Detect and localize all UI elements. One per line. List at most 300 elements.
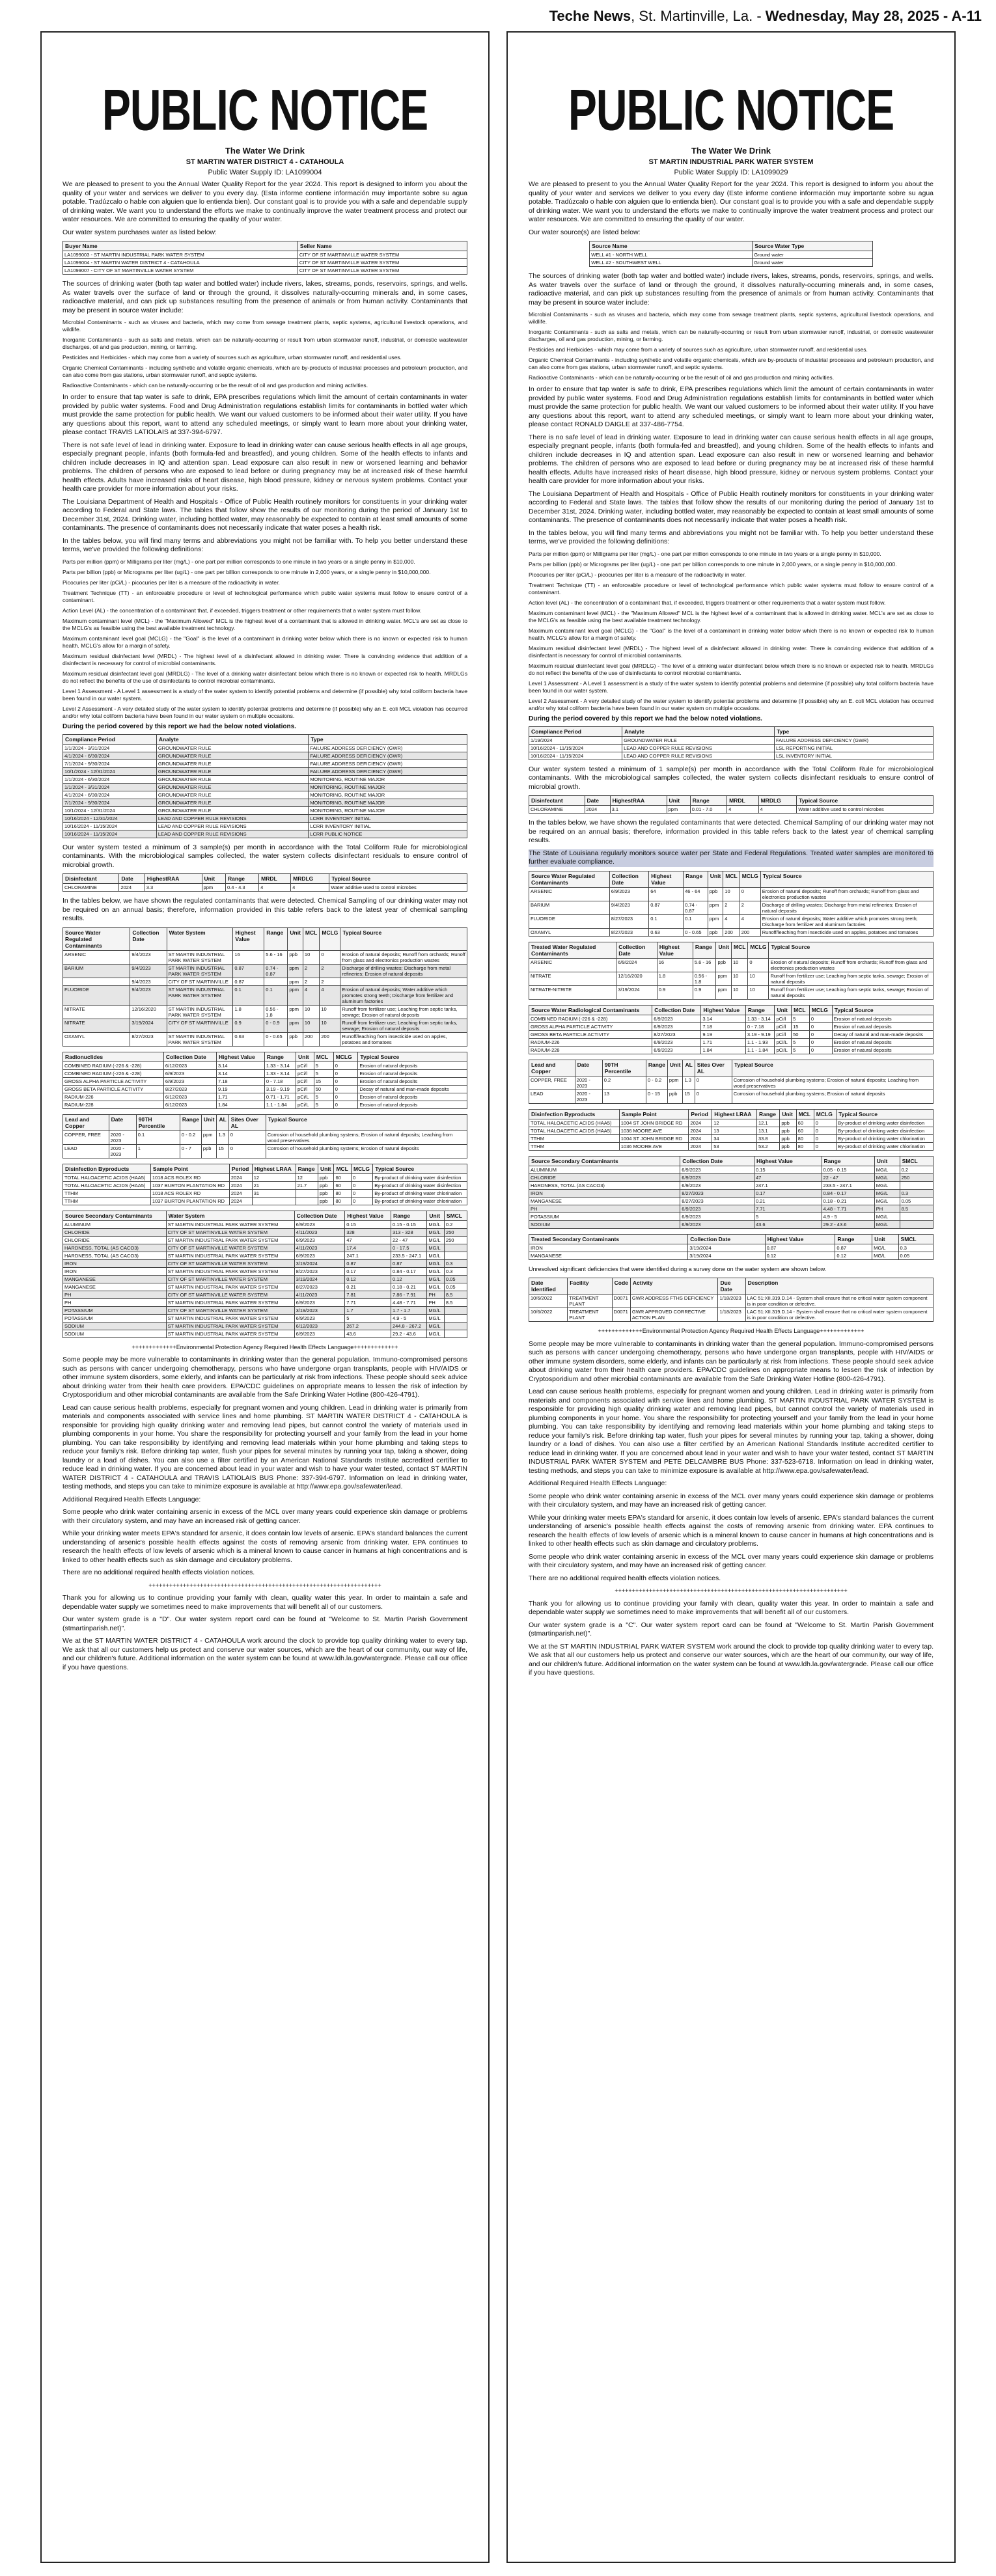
epa-paragraph-1: Some people may be more vulnerable to contaminants in drinking water than the general population. Immuno-compromised persons such as persons with cancer undergoing chemotherapy, persons who have undergone organ transplants, people with HIV/AIDS or other immune system disorders, some elderly, and infants can be particularly at risk from infections. These people should seek advice about drinking water from their health care providers. EPA/CDC guidelines on appropriate means to lessen the risk of infection by Cryptosporidium and other microbial contaminants are available from the Safe Drinking Water Hotline (800-426-4791). — [529, 1339, 934, 1383]
table-cell: 5.6 - 16 — [693, 958, 716, 972]
table-cell: 6/9/2023 — [652, 1046, 701, 1054]
table-cell: FAILURE ADDRESS DEFICIENCY (GWR) — [309, 752, 467, 760]
table-cell: 0 — [351, 1173, 372, 1181]
table-cell: 2020 - 2023 — [109, 1144, 136, 1158]
table-cell: ppb — [716, 958, 732, 972]
table-cell — [444, 1322, 467, 1330]
organic-text: Organic Chemical Contaminants - including synthetic and volatile organic chemicals, which are by-products of industrial processes and petroleum production, and can also come from gas stations, urban stormwater runoff, and septic systems. — [529, 357, 934, 370]
table-cell: ppm — [716, 972, 732, 985]
table-cell: ST MARTIN INDUSTRIAL PARK WATER SYSTEM — [166, 1322, 294, 1330]
table-cell: GROSS ALPHA PARTICLE ACTIVITY — [63, 1077, 164, 1085]
table-cell: 50 — [792, 1030, 810, 1038]
table-cell: NITRATE — [63, 1005, 130, 1019]
table-cell — [444, 1252, 467, 1259]
violations-table — [62, 734, 467, 838]
table-cell: 1018 ACS ROLEX RD — [150, 1189, 229, 1197]
table-cell: 2024 — [689, 1134, 712, 1142]
table-cell: 7/1/2024 - 9/30/2024 — [63, 760, 157, 767]
table-cell: 200 — [303, 1032, 319, 1046]
table-cell: 80 — [334, 1197, 351, 1205]
table-cell: 5 — [792, 1038, 810, 1046]
table-cell: 33.8 — [757, 1134, 780, 1142]
column-header: Compliance Period — [63, 734, 157, 744]
table-cell: pCi/L — [775, 1038, 792, 1046]
table-row — [63, 1093, 467, 1101]
table-cell: RADIUM-226 — [63, 1093, 164, 1101]
table-cell: 80 — [796, 1142, 814, 1150]
table-cell: 0.87 — [345, 1259, 391, 1267]
column-header: Sites Over AL — [695, 1060, 732, 1076]
table-cell: By-product of drinking water disinfection — [837, 1119, 934, 1127]
table-cell: Decay of natural and man-made deposits — [832, 1030, 933, 1038]
column-header: Radionuclides — [63, 1052, 164, 1062]
table-cell — [252, 1197, 296, 1205]
column-header: Disinfection Byproducts — [529, 1109, 620, 1119]
table-row — [63, 760, 467, 767]
table-cell: 16 — [657, 958, 693, 972]
epa-paragraph-5: There are no additional required health effects violation notices. — [62, 1569, 255, 1576]
table-cell: 0.63 — [233, 1032, 264, 1046]
table-cell: 0 - 0.2 — [646, 1076, 667, 1089]
table-cell: 10/16/2024 - 12/31/2024 — [63, 814, 157, 822]
table-cell: 10 — [303, 950, 319, 964]
table-cell: ppb — [708, 887, 723, 901]
table-cell: 47 — [754, 1173, 822, 1181]
column-header: Lead and Copper — [529, 1060, 575, 1076]
table-cell: COMBINED RADIUM (-226 & -228) — [529, 1015, 652, 1022]
column-header: Unit — [318, 1164, 334, 1173]
table-cell: LEAD — [529, 1089, 575, 1103]
dbp-table — [62, 1164, 467, 1205]
column-header: MRDLG — [291, 874, 329, 884]
table-cell: 3/19/2024 — [294, 1259, 345, 1267]
violations-title: During the period covered by this report we had the below noted violations. — [529, 715, 762, 722]
table-cell: ppb — [201, 1144, 217, 1158]
table-cell: 0.9 — [233, 1019, 264, 1032]
definition-item: Maximum contaminant level (MCL) - the "Maximum Allowed" MCL is the highest level of a contaminant that is allowed in drinking water. MCL's are set as close to the MCLG's as feasible using the best available treatment technology. — [529, 609, 934, 623]
table-header-row — [529, 1156, 934, 1166]
table-cell: 2024 — [119, 884, 145, 892]
table-cell: 8/27/2023 — [609, 928, 649, 936]
table-cell — [264, 978, 288, 985]
table-cell: ppb — [288, 950, 303, 964]
inorganic-text: Inorganic Contaminants - such as salts and metals, which can be naturally-occurring or result from urban stormwater runoff, industrial, or domestic wastewater discharges, oil and gas production, mining, or farming. — [62, 336, 467, 350]
table-cell: 250 — [900, 1173, 933, 1181]
table-cell: Erosion of natural deposits — [832, 1046, 933, 1054]
table-cell: ppm — [201, 1130, 217, 1144]
table-cell: Decay of natural and man-made deposits — [358, 1085, 467, 1093]
table-row — [63, 799, 467, 806]
table-cell: OXAMYL — [529, 928, 610, 936]
table-row — [529, 1220, 934, 1228]
table-row — [63, 1306, 467, 1314]
table-cell: 10/1/2024 - 12/31/2024 — [63, 767, 157, 775]
definition-item: Treatment Technique (TT) - an enforceable procedure or level of technological performance which public water systems must follow to ensure control of a contaminant. — [529, 581, 934, 596]
table-cell: 4.9 - 5 — [391, 1314, 426, 1322]
table-cell: 9/4/2023 — [130, 950, 167, 964]
column-header: Highest Value — [701, 1005, 745, 1015]
column-header: Type — [309, 734, 467, 744]
table-cell: 1/19/2024 — [529, 736, 622, 744]
table-row — [529, 1089, 934, 1103]
table-row — [63, 1130, 467, 1144]
column-header: Range — [391, 1211, 426, 1220]
column-header: HighestRAA — [610, 796, 667, 806]
table-cell: IRON — [529, 1189, 680, 1197]
treated-secondary-table — [529, 1234, 934, 1260]
table-cell: 5 — [754, 1213, 822, 1220]
definition-item: Parts per million (ppm) or Milligrams per liter (mg/L) - one part per million corresponds to one minute in two years or a single penny in $10,000. — [529, 550, 881, 557]
deficiency-table — [529, 1278, 934, 1322]
table-cell: LA1099007 - CITY OF ST MARTINVILLE WATER SYSTEM — [63, 267, 298, 275]
table-cell: ST MARTIN INDUSTRIAL PARK WATER SYSTEM — [166, 1236, 294, 1244]
table-cell: 0 — [333, 1093, 358, 1101]
table-cell: 10 — [320, 1005, 340, 1019]
column-header: Unit — [296, 1052, 314, 1062]
table-row — [529, 1022, 934, 1030]
table-cell: 0.15 — [754, 1166, 822, 1173]
table-cell: LCRR INVENTORY INITIAL — [309, 814, 467, 822]
table-cell: ppb — [318, 1189, 334, 1197]
table-cell: 200 — [740, 928, 760, 936]
table-cell: 233.5 - 247.1 — [822, 1181, 874, 1189]
table-row — [63, 1259, 467, 1267]
table-cell: 3.19 - 9.19 — [745, 1030, 775, 1038]
table-cell: Runoff/leaching from insecticide used on apples, potatoes and tomatoes — [760, 928, 933, 936]
table-cell: 0 - 7.18 — [745, 1022, 775, 1030]
table-row — [63, 884, 467, 892]
table-cell: 2024 — [229, 1181, 252, 1189]
table-cell — [296, 1197, 318, 1205]
table-cell: MONITORING, ROUTINE MAJOR — [309, 799, 467, 806]
table-row — [63, 1101, 467, 1108]
column-header: Collection Date — [609, 871, 649, 887]
table-cell: TOTAL HALOACETIC ACIDS (HAA5) — [529, 1127, 620, 1134]
table-cell: 6/9/2023 — [680, 1166, 754, 1173]
table-cell: 5 — [792, 1015, 810, 1022]
table-row — [529, 752, 934, 760]
table-cell: Ground water — [753, 259, 872, 267]
table-cell: 2024 — [229, 1197, 252, 1205]
table-cell: PH — [874, 1205, 900, 1213]
column-header: Range — [226, 874, 259, 884]
table-cell: 328 — [345, 1228, 391, 1236]
table-row — [63, 1220, 467, 1228]
definition-item: Parts per billion (ppb) or Micrograms per liter (ug/L) - one part per billion corresponds to one minute in 2,000 years, or a single penny in $10,000,000. — [62, 568, 431, 575]
table-cell: 1.33 - 3.14 — [264, 1069, 296, 1077]
table-cell: 0.56 - 1.8 — [693, 972, 716, 985]
table-cell: 4/1/2024 - 6/30/2024 — [63, 752, 157, 760]
water-we-drink: The Water We Drink — [225, 146, 305, 156]
water-we-drink: The Water We Drink — [691, 146, 771, 156]
definitions-list — [529, 551, 934, 712]
table-cell: 6/12/2023 — [294, 1322, 345, 1330]
table-cell: ppm — [667, 806, 690, 814]
table-cell: 1/1/2024 - 3/31/2024 — [63, 744, 157, 752]
column-header: MCL — [792, 1005, 810, 1015]
table-cell: POTASSIUM — [63, 1306, 167, 1314]
table-cell: pCi/l — [775, 1022, 792, 1030]
epa-paragraph-1: Some people may be more vulnerable to contaminants in drinking water than the general population. Immuno-compromised persons such as persons with cancer undergoing chemotherapy, persons who have undergone organ transplants, people with HIV/AIDS or other immune system disorders, some elderly, and infants can be particularly at risk from infections. These people should seek advice about drinking water from their health care providers. EPA/CDC guidelines on appropriate means to lessen the risk of infection by Cryptosporidium and other microbial contaminants are available from the Safe Drinking Water Hotline (800-426-4791). — [62, 1356, 467, 1399]
column-header: Highest Value — [657, 942, 693, 958]
column-header: Range — [684, 871, 708, 887]
table-cell: 2020 - 2023 — [575, 1076, 602, 1089]
table-cell: 0 — [814, 1119, 836, 1127]
disinfectant-table — [62, 873, 467, 892]
table-cell: 0.4 - 4.3 — [226, 884, 259, 892]
table-cell: Discharge of drilling wastes; Discharge from metal refineries; Erosion of natural deposits — [760, 901, 933, 914]
column-header: Highest Value — [649, 871, 684, 887]
table-cell: TREATMENT PLANT — [568, 1295, 612, 1308]
table-cell: 1.8 — [657, 972, 693, 985]
supply-id: Public Water Supply ID: LA1099004 — [208, 169, 322, 176]
table-cell: MG/L — [874, 1181, 900, 1189]
table-cell: ST MARTIN INDUSTRIAL PARK WATER SYSTEM — [167, 950, 233, 964]
secondary-table — [62, 1211, 467, 1338]
table-cell: 0 — [809, 1046, 832, 1054]
table-cell: 1/1/2024 - 3/31/2024 — [63, 783, 157, 791]
table-row — [529, 1166, 934, 1173]
column-header: Typical Source — [837, 1109, 934, 1119]
column-header: Highest Value — [345, 1211, 391, 1220]
table-cell: 4.48 - 7.71 — [822, 1205, 874, 1213]
table-cell: pCi/l — [775, 1015, 792, 1022]
table-cell: 0.87 — [233, 978, 264, 985]
table-cell: 3.19 - 9.19 — [264, 1085, 296, 1093]
table-cell: 53 — [712, 1142, 757, 1150]
table-row — [529, 887, 934, 901]
table-cell: 3/19/2024 — [616, 985, 657, 999]
table-cell: 13 — [712, 1127, 757, 1134]
definitions-list — [62, 558, 467, 720]
table-cell: 6/9/2023 — [294, 1314, 345, 1322]
table-row — [63, 783, 467, 791]
table-cell: 0.71 - 1.71 — [264, 1093, 296, 1101]
table-row — [529, 1127, 934, 1134]
table-header-row — [63, 734, 467, 744]
table-cell: 0.87 — [649, 901, 684, 914]
table-row — [63, 964, 467, 978]
column-header: Period — [689, 1109, 712, 1119]
purchase-line: Our water system purchases water as listed below: — [62, 228, 217, 236]
intro-paragraph: We are pleased to present to you the Annual Water Quality Report for the year 2024. This report is designed to inform you about the quality of your water and services we deliver to you every day. (Esta informe contiene información muy importante sobre su agua potable. Tradúzcalo o hable con alguien que lo entienda bien). Our constant goal is to provide you with a safe and dependable supply of drinking water. We want you to understand the efforts we make to continually improve the water treatment process and protect our water resources. We are committed to ensuring the quality of your water. — [62, 180, 467, 223]
table-header-row — [63, 1164, 467, 1173]
table-cell: MANGANESE — [63, 1283, 167, 1291]
table-cell: 17.4 — [345, 1244, 391, 1252]
table-cell: pCi/L — [775, 1046, 792, 1054]
table-cell: ST MARTIN INDUSTRIAL PARK WATER SYSTEM — [166, 1267, 294, 1275]
column-header: Compliance Period — [529, 726, 622, 736]
definition-item: Picocuries per liter (pCi/L) - picocuries per liter is a measure of the radioactivity in water. — [62, 579, 280, 586]
secondary-table — [529, 1156, 934, 1229]
table-cell — [900, 1213, 933, 1220]
column-header: Highest Value — [216, 1052, 264, 1062]
table-cell: 43.6 — [345, 1330, 391, 1337]
table-cell: 3.1 — [610, 806, 667, 814]
table-cell: GROUNDWATER RULE — [156, 806, 309, 814]
table-cell: 0 — [809, 1022, 832, 1030]
table-cell: MONITORING, ROUTINE MAJOR — [309, 791, 467, 799]
column-header: Treated Secondary Contaminants — [529, 1234, 688, 1244]
table-cell: IRON — [63, 1259, 167, 1267]
table-cell: 6/9/2023 — [652, 1038, 701, 1046]
table-cell: RADIUM-228 — [63, 1101, 164, 1108]
table-row — [529, 1030, 934, 1038]
table-cell: 4 — [320, 985, 340, 1005]
table-cell: 2 — [303, 978, 319, 985]
table-row — [529, 1197, 934, 1205]
definition-item: Maximum contaminant level (MCL) - the "Maximum Allowed" MCL is the highest level of a contaminant that is allowed in drinking water. MCL's are set as close to the MCLG's as feasible using the best available treatment technology. — [62, 617, 467, 631]
table-cell: ST MARTIN INDUSTRIAL PARK WATER SYSTEM — [167, 985, 233, 1005]
table-row — [63, 1077, 467, 1085]
sources-paragraph: The sources of drinking water (both tap water and bottled water) include rivers, lakes, streams, ponds, reservoirs, springs, and wells. As water travels over the surface of land or through the ground, it dissolves naturally-occurring minerals and, in some cases, radioactive material, and can pick up substances resulting from the presence of animals or from human activity. Contaminants that may be present in source water include: — [529, 272, 934, 307]
column-header: MCLG — [809, 1005, 832, 1015]
table-cell: 0.17 — [345, 1267, 391, 1275]
table-cell: ST MARTIN INDUSTRIAL PARK WATER SYSTEM — [166, 1314, 294, 1322]
lead-paragraph: There is no safe level of lead in drinking water. Exposure to lead in drinking water can cause serious health effects in all age groups, especially pregnant people, infants (both formula-fed and breastfed), and young children. Some of the health effects to infants and children include decreases in IQ and attention span. Lead exposure can also result in new or worsened learning and behavior problems. The children of persons who are exposed to lead before or during pregnancy may be at increased risk of these harmful health effects. Adults have increased risks of heart disease, high blood pressure, kidney or nervous system problems. Contact your health care provider for more information about your risks. — [529, 433, 934, 485]
masthead-date: Wednesday, May 28, 2025 - A-11 — [765, 8, 982, 24]
table-row — [63, 1144, 467, 1158]
table-header-row — [63, 1211, 467, 1220]
table-cell: GROUNDWATER RULE — [156, 791, 309, 799]
column-header: Source Secondary Contaminants — [529, 1156, 680, 1166]
table-cell: HARDNESS, TOTAL (AS CACO3) — [529, 1181, 680, 1189]
table-cell: 10 — [748, 985, 769, 999]
epa-heading: +++++++++++++Environmental Protection Agency Required Health Effects Language+++++++++++++ — [131, 1343, 398, 1350]
table-cell: 9/4/2023 — [130, 978, 167, 985]
table-cell: 1036 MOORE AVE — [619, 1142, 689, 1150]
table-row — [63, 950, 467, 964]
table-cell: LEAD AND COPPER RULE REVISIONS — [156, 822, 309, 830]
table-cell: 1.1 - 1.93 — [745, 1038, 775, 1046]
table-row — [63, 1069, 467, 1077]
column-header: Range — [693, 942, 716, 958]
table-cell: LAC 51:XII.319.D.14 - System shall ensure that no critical water system component is in poor condition or defective. — [745, 1295, 933, 1308]
grade-paragraph: Our water system grade is a "C". Our water system report card can be found at "Welcome to St. Martin Parish Government (stmartinparish.net)". — [529, 1621, 934, 1637]
column-header: Date Identified — [529, 1278, 568, 1295]
table-cell: D0071 — [612, 1295, 630, 1308]
table-cell: 0.1 — [649, 914, 684, 928]
table-cell: ppb — [318, 1173, 334, 1181]
table-cell: pCi/L — [296, 1101, 314, 1108]
column-header: Unit — [874, 1156, 900, 1166]
table-cell: 0.05 — [898, 1252, 933, 1259]
table-row — [529, 1252, 934, 1259]
table-cell: MG/L — [874, 1189, 900, 1197]
table-cell: 15 — [792, 1022, 810, 1030]
table-cell: 1037 BURTON PLANTATION RD — [150, 1181, 229, 1189]
table-cell: 4/11/2023 — [294, 1291, 345, 1298]
column-header: Collection Date — [680, 1156, 754, 1166]
table-cell: ppm — [288, 985, 303, 1005]
table-cell: GROUNDWATER RULE — [156, 775, 309, 783]
table-cell: MG/L — [427, 1228, 445, 1236]
table-cell: 5 — [314, 1069, 333, 1077]
table-cell: GROUNDWATER RULE — [156, 783, 309, 791]
table-cell: BARIUM — [63, 964, 130, 978]
safe-paragraph: In order to ensure that tap water is safe to drink, EPA prescribes regulations which limit the amount of certain contaminants in water provided by public water systems. Food and Drug Administration regulations establish limits for contaminants in bottled water which must provide the same protection for public health. We want our valued customers to be informed about their water utility. If you have any questions about this report, want to attend any scheduled meetings, or simply want to learn more about your drinking water, please contact TRAVIS LATIOLAIS at 337-394-6797. — [62, 393, 467, 436]
table-row — [529, 736, 934, 744]
table-cell: FAILURE ADDRESS DEFICIENCY (GWR) — [309, 760, 467, 767]
microbial-text: Microbial Contaminants - such as viruses and bacteria, which may come from sewage treatment plants, septic systems, agricultural livestock operations, and wildlife. — [529, 311, 934, 325]
table-cell: Erosion of natural deposits — [358, 1101, 467, 1108]
column-header: Collection Date — [163, 1052, 216, 1062]
table-row — [63, 1181, 467, 1189]
column-header: 90TH Percentile — [602, 1060, 646, 1076]
table-cell: 0.2 — [602, 1076, 646, 1089]
column-header: MCLG — [740, 871, 760, 887]
table-row — [63, 985, 467, 1005]
table-cell: 200 — [320, 1032, 340, 1046]
table-cell: 1 — [136, 1144, 180, 1158]
table-cell: CITY OF ST MARTINVILLE — [167, 978, 233, 985]
table-cell: 6/9/2023 — [163, 1077, 216, 1085]
column-header: Unit — [872, 1234, 898, 1244]
table-cell: 4/11/2023 — [294, 1244, 345, 1252]
table-row — [529, 1308, 934, 1322]
table-cell: 10 — [303, 1019, 319, 1032]
table-cell: 9/4/2023 — [609, 901, 649, 914]
table-cell: ppb — [667, 1089, 683, 1103]
table-cell: 60 — [334, 1181, 351, 1189]
table-cell: 0 — [809, 1015, 832, 1022]
table-cell: 7.71 — [754, 1205, 822, 1213]
table-cell: 0.3 — [898, 1244, 933, 1252]
column-header: MCL — [303, 927, 319, 950]
table-cell: ppm — [708, 914, 723, 928]
table-row — [529, 1142, 934, 1150]
table-cell: ST MARTIN INDUSTRIAL PARK WATER SYSTEM — [167, 964, 233, 978]
table-cell: Erosion of natural deposits; Runoff from orchards; Runoff from glass and electronics production wastes — [760, 887, 933, 901]
column-header: MCLG — [748, 942, 769, 958]
table-row — [63, 1291, 467, 1298]
table-cell: 0 - 0.65 — [264, 1032, 288, 1046]
table-cell: TOTAL HALOACETIC ACIDS (HAA5) — [529, 1119, 620, 1127]
table-cell: 1.7 — [345, 1306, 391, 1314]
purchase-table — [62, 241, 467, 275]
column-header: Range — [264, 1052, 296, 1062]
table-cell: ST MARTIN INDUSTRIAL PARK WATER SYSTEM — [167, 1005, 233, 1019]
table-cell: 0 — [333, 1069, 358, 1077]
table-cell: ppm — [288, 978, 303, 985]
notice-industrial-park — [506, 31, 956, 2563]
column-header: Unit — [202, 874, 225, 884]
table-cell: MANGANESE — [529, 1197, 680, 1205]
column-header: Typical Source — [732, 1060, 933, 1076]
column-header: Range — [835, 1234, 872, 1244]
table-cell: 0 — [228, 1144, 266, 1158]
table-cell: 8/27/2023 — [294, 1283, 345, 1291]
column-header: Collection Date — [652, 1005, 701, 1015]
table-cell — [296, 1189, 318, 1197]
table-cell: 8/27/2023 — [163, 1085, 216, 1093]
table-cell: ALUMINUM — [63, 1220, 167, 1228]
table-cell: 13 — [602, 1089, 646, 1103]
table-cell: CITY OF ST MARTINVILLE WATER SYSTEM — [166, 1291, 294, 1298]
table-cell: GWR ADDRESS FTHS DEFICIENCY — [630, 1295, 718, 1308]
table-cell: 1.33 - 3.14 — [745, 1015, 775, 1022]
table-cell: Erosion of natural deposits; Runoff from orchards; Runoff from glass and electronics production wastes — [769, 958, 934, 972]
table-row — [590, 251, 872, 259]
column-header: Collection Date — [294, 1211, 345, 1220]
table-cell: COMBINED RADIUM (-226 & -228) — [63, 1069, 164, 1077]
table-row — [529, 1015, 934, 1022]
column-header: Analyte — [156, 734, 309, 744]
column-header: Source Water Regulated Contaminants — [63, 927, 130, 950]
treated-regulated-table — [529, 942, 934, 1000]
disinfectant-table — [529, 795, 934, 814]
masthead — [0, 0, 996, 26]
